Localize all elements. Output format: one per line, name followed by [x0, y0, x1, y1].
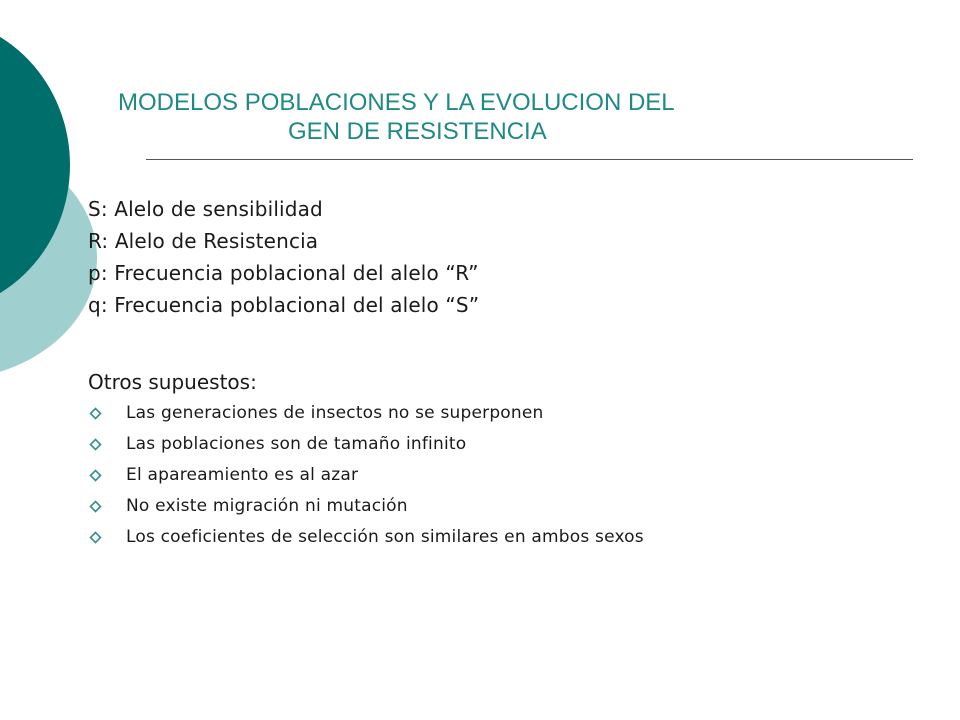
- list-item: [88, 491, 644, 522]
- definition-p: p: Frecuencia poblacional del alelo “R”: [88, 261, 479, 285]
- list-item: [88, 398, 644, 429]
- definition-q: q: Frecuencia poblacional del alelo “S”: [88, 293, 480, 317]
- list-item: [88, 429, 644, 460]
- definition-r: R: Alelo de Resistencia: [88, 229, 319, 253]
- hollow-diamond-icon: [89, 469, 102, 482]
- list-item-text: Los coeficientes de selección son similares en ambos sexos: [126, 527, 644, 547]
- slide-title-line-2: GEN DE RESISTENCIA: [288, 118, 547, 145]
- otros-supuestos-heading: Otros supuestos:: [88, 370, 257, 394]
- hollow-diamond-icon: [89, 407, 102, 420]
- hollow-diamond-icon: [89, 531, 102, 544]
- list-item-text: Las generaciones de insectos no se superponen: [126, 403, 544, 423]
- definitions-list: [88, 193, 479, 321]
- list-item-text: Las poblaciones son de tamaño infinito: [126, 434, 467, 454]
- hollow-diamond-icon: [89, 500, 102, 513]
- list-item: [88, 460, 644, 491]
- list-item-text: No existe migración ni mutación: [126, 496, 408, 516]
- slide-title: [118, 88, 758, 146]
- hollow-diamond-icon: [89, 438, 102, 451]
- list-item: [88, 522, 644, 553]
- list-item-text: El apareamiento es al azar: [126, 465, 359, 485]
- assumptions-list: [88, 398, 644, 553]
- title-divider: [146, 159, 913, 160]
- definition-s: S: Alelo de sensibilidad: [88, 197, 323, 221]
- slide-title-line-1: MODELOS POBLACIONES Y LA EVOLUCION DEL: [118, 89, 675, 116]
